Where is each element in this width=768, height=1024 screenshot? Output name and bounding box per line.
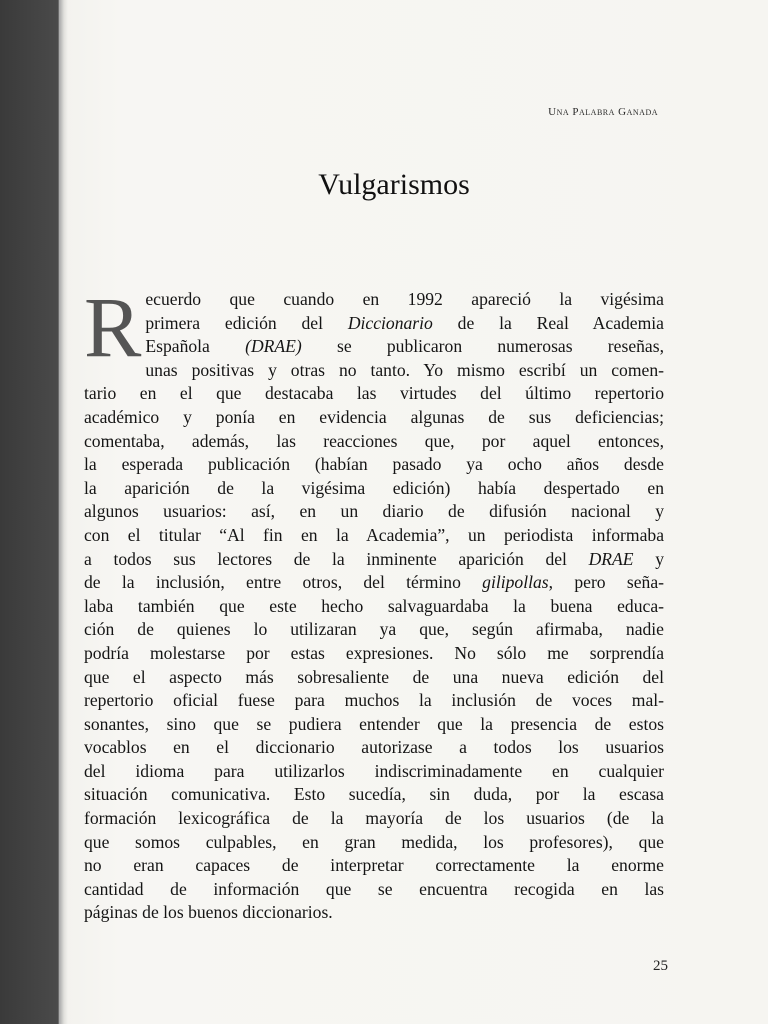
text-line: sonantes, sino que se pudiera entender que la presencia de estos xyxy=(84,713,664,734)
text-line: con el titular “Al fin en la Academia”, un periodista informaba xyxy=(84,524,664,545)
text-line: páginas de los buenos diccionarios. xyxy=(84,902,333,923)
text-line: vocablos en el diccionario autorizase a todos los usuarios xyxy=(84,737,664,758)
text-line: comentaba, además, las reacciones que, por aquel entonces, xyxy=(84,430,664,451)
text-line: académico y ponía en evidencia algunas de sus deficiencias; xyxy=(84,406,664,427)
text-line xyxy=(84,312,664,336)
text-fragment: primera edición del xyxy=(145,312,348,333)
text-line: formación lexicográfica de la mayoría de los usuarios (de la xyxy=(84,808,664,829)
text-line xyxy=(84,548,664,572)
text-fragment: Española xyxy=(145,336,246,357)
text-line: cantidad de información que se encuentra recogida en las xyxy=(84,878,664,899)
text-line: del idioma para utilizarlos indiscriminadamente en cualquier xyxy=(84,760,664,781)
term-gilipollas: gilipollas xyxy=(482,572,549,593)
text-line: podría molestarse por estas expresiones. No sólo me sorprendía xyxy=(84,642,664,663)
text-line: que somos culpables, en gran medida, los profesores), que xyxy=(84,831,664,852)
running-head: Una Palabra Ganada xyxy=(548,106,658,118)
text-line: situación comunicativa. Esto sucedía, sin duda, por la escasa xyxy=(84,784,664,805)
text-line: tario en el que destacaba las virtudes del último repertorio xyxy=(84,383,664,404)
text-line xyxy=(84,571,664,595)
text-line: repertorio oficial fuese para muchos la inclusión de voces mal- xyxy=(84,690,664,711)
text-line xyxy=(84,335,664,359)
text-fragment: , pero seña- xyxy=(548,572,665,593)
text-line: la esperada publicación (habían pasado ya ocho años desde xyxy=(84,454,664,475)
text-line: laba también que este hecho salvaguardaba la buena educa- xyxy=(84,595,664,616)
chapter-title: Vulgarismos xyxy=(318,168,470,201)
text-line: algunos usuarios: así, en un diario de difusión nacional y xyxy=(84,501,664,522)
text-fragment: a todos sus lectores de la inminente aparición del xyxy=(84,548,589,569)
title-diccionario: Diccionario xyxy=(347,312,433,333)
abbr-drae-paren: (DRAE) xyxy=(245,336,302,357)
abbr-drae: DRAE xyxy=(588,548,634,569)
text-fragment: y xyxy=(633,548,664,569)
text-fragment: se publicaron numerosas reseñas, xyxy=(301,336,664,357)
body-paragraph xyxy=(84,279,665,925)
text-line: ción de quienes lo utilizaran ya que, según afirmaba, nadie xyxy=(84,619,664,640)
page-number: 25 xyxy=(653,958,668,974)
text-fragment: de la inclusión, entre otros, del término xyxy=(84,572,483,593)
text-line: ecuerdo que cuando en 1992 apareció la vigésima xyxy=(145,289,664,309)
text-line: que el aspecto más sobresaliente de una nueva edición del xyxy=(84,666,664,687)
text-fragment: de la Real Academia xyxy=(432,312,664,333)
binding-shadow xyxy=(60,0,68,1024)
text-line: no eran capaces de interpretar correctamente la enorme xyxy=(84,855,664,876)
drop-cap: R xyxy=(84,279,142,375)
text-line: unas positivas y otras no tanto. Yo mismo escribí un comen- xyxy=(145,359,664,380)
text-line: la aparición de la vigésima edición) había despertado en xyxy=(84,477,664,498)
